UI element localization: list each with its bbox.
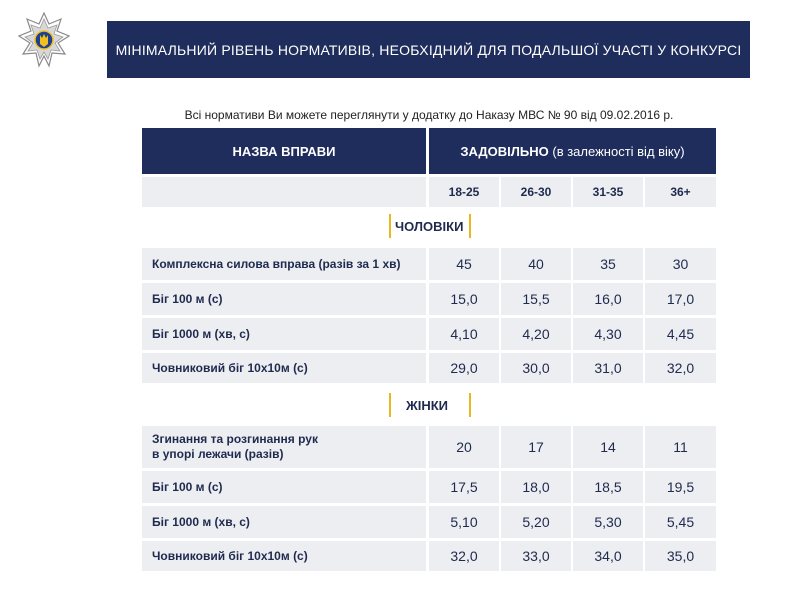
col-header-satisfactory-bold: ЗАДОВІЛЬНО xyxy=(460,143,549,159)
men-row-shuttle-name: Човниковий біг 10х10м (с) xyxy=(142,353,426,383)
men-row-shuttle-v3: 31,0 xyxy=(573,353,643,383)
women-row-run100-v2: 18,0 xyxy=(501,471,571,503)
women-row-pushups-v3: 14 xyxy=(573,426,643,468)
men-row-strength-name: Комплексна силова вправа (разів за 1 хв) xyxy=(142,248,426,280)
women-label-bar-left xyxy=(389,393,391,417)
women-row-shuttle-v2: 33,0 xyxy=(501,541,571,571)
men-row-run100-v2: 15,5 xyxy=(501,283,571,315)
col-header-exercise xyxy=(142,128,426,174)
women-row-pushups-v1: 20 xyxy=(429,426,499,468)
women-row-shuttle-v1: 32,0 xyxy=(429,541,499,571)
men-row-shuttle-v4: 32,0 xyxy=(645,353,716,383)
men-row-strength-v1: 45 xyxy=(429,248,499,280)
women-label-bar-right xyxy=(469,393,471,417)
col-header-satisfactory-note: (в залежності від віку) xyxy=(548,143,685,159)
col-header-satisfactory xyxy=(429,128,716,174)
col-header-exercise-label: НАЗВА ВПРАВИ xyxy=(232,143,336,159)
women-row-pushups-v4: 11 xyxy=(645,426,716,468)
women-row-run1000-v3: 5,30 xyxy=(573,506,643,538)
men-row-run1000-name: Біг 1000 м (хв, с) xyxy=(142,318,426,350)
age-col-26-30: 26-30 xyxy=(501,177,571,207)
age-col-36-plus: 36+ xyxy=(645,177,716,207)
subtitle-note: Всі нормативи Ви можете переглянути у додатку до Наказу МВС № 90 від 09.02.2016 р. xyxy=(184,108,674,122)
men-label-bar-left xyxy=(389,214,391,238)
women-row-run100-v4: 19,5 xyxy=(645,471,716,503)
men-row-run100-v3: 16,0 xyxy=(573,283,643,315)
women-row-pushups-name-line2: в упорі лежачи (разів) xyxy=(152,447,284,461)
men-row-run100-name: Біг 100 м (с) xyxy=(142,283,426,315)
men-row-run100-v1: 15,0 xyxy=(429,283,499,315)
women-row-run100-v3: 18,5 xyxy=(573,471,643,503)
women-row-run1000-v2: 5,20 xyxy=(501,506,571,538)
men-section-label: ЧОЛОВІКИ xyxy=(395,219,464,234)
men-row-strength-v2: 40 xyxy=(501,248,571,280)
women-row-pushups-name-line1: Згинання та розгинання рук xyxy=(152,432,318,446)
men-row-run1000-v2: 4,20 xyxy=(501,318,571,350)
women-row-run1000-v4: 5,45 xyxy=(645,506,716,538)
men-row-run100-v4: 17,0 xyxy=(645,283,716,315)
men-row-run1000-v3: 4,30 xyxy=(573,318,643,350)
men-row-run1000-v4: 4,45 xyxy=(645,318,716,350)
women-section-label: ЖІНКИ xyxy=(406,398,449,413)
women-row-shuttle-name: Човниковий біг 10х10м (с) xyxy=(142,541,426,571)
women-row-pushups-v2: 17 xyxy=(501,426,571,468)
women-row-shuttle-v3: 34,0 xyxy=(573,541,643,571)
men-row-strength-v3: 35 xyxy=(573,248,643,280)
page-title: МІНІМАЛЬНИЙ РІВЕНЬ НОРМАТИВІВ, НЕОБХІДНИЙ ДЛЯ ПОДАЛЬШОЇ УЧАСТІ У КОНКУРСІ xyxy=(115,41,742,58)
men-row-shuttle-v1: 29,0 xyxy=(429,353,499,383)
women-row-run1000-name: Біг 1000 м (хв, с) xyxy=(142,506,426,538)
age-row-blank xyxy=(142,177,426,207)
age-col-18-25: 18-25 xyxy=(429,177,499,207)
women-row-shuttle-v4: 35,0 xyxy=(645,541,716,571)
men-row-strength-v4: 30 xyxy=(645,248,716,280)
age-col-31-35: 31-35 xyxy=(573,177,643,207)
women-row-run100-name: Біг 100 м (с) xyxy=(142,471,426,503)
men-label-bar-right xyxy=(469,214,471,238)
women-row-run1000-v1: 5,10 xyxy=(429,506,499,538)
men-row-run1000-v1: 4,10 xyxy=(429,318,499,350)
men-row-shuttle-v2: 30,0 xyxy=(501,353,571,383)
women-row-run100-v1: 17,5 xyxy=(429,471,499,503)
women-row-pushups-name xyxy=(142,426,426,468)
